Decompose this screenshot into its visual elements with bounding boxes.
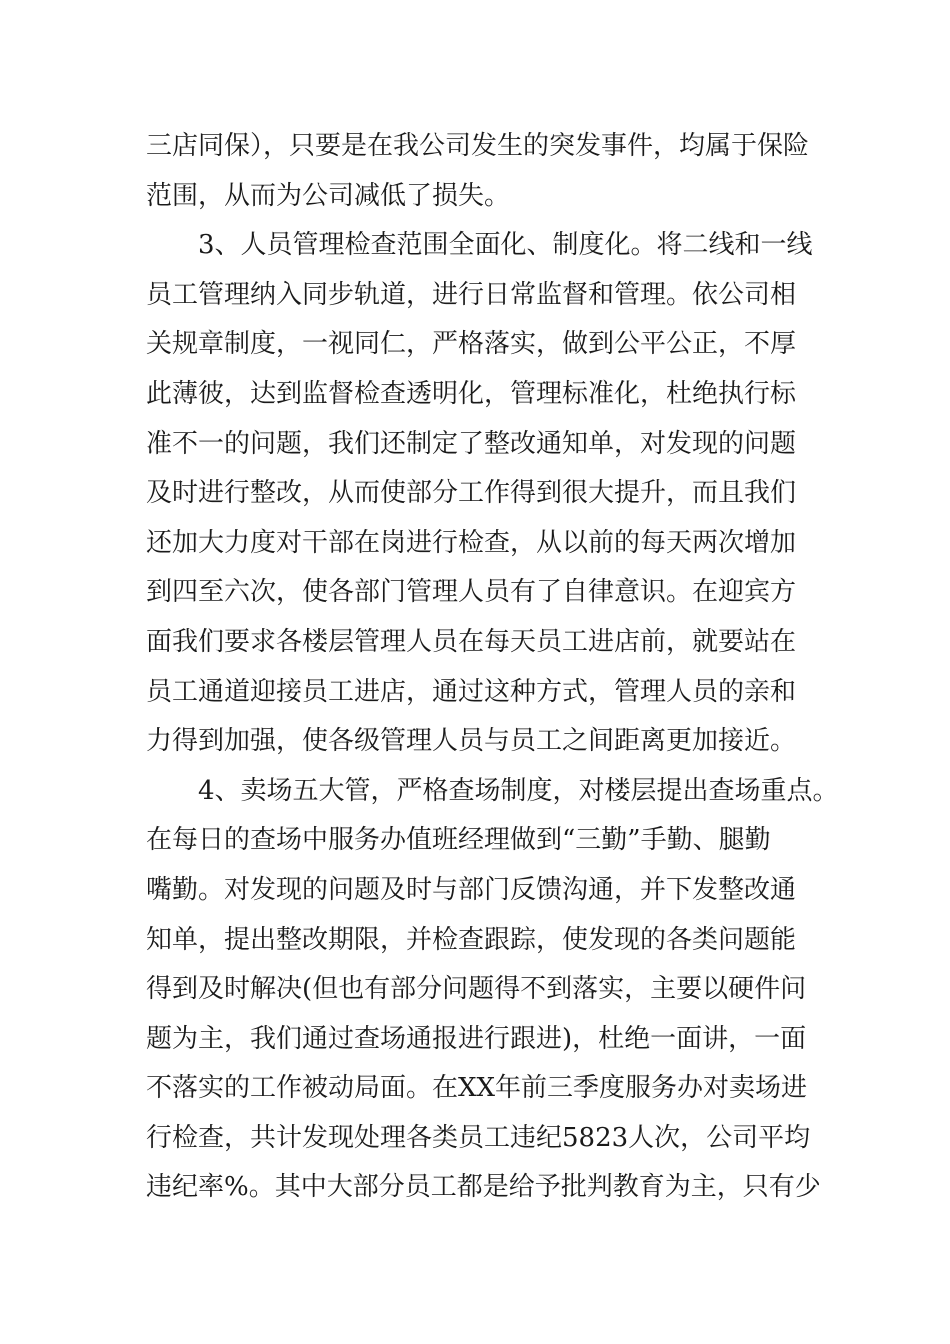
text-line: 三店同保），只要是在我公司发生的突发事件，均属于保险 bbox=[146, 131, 810, 161]
text-line: 不落实的工作被动局面。在XX年前三季度服务办对卖场进 bbox=[146, 1073, 808, 1104]
text-line: 准不一的问题，我们还制定了整改通知单，对发现的问题 bbox=[146, 428, 797, 459]
text-line: 得到及时解决(但也有部分问题得不到落实，主要以硬件问 bbox=[146, 974, 807, 1005]
text-line: 嘴勤。对发现的问题及时与部门反馈沟通，并下发整改通 bbox=[146, 874, 797, 905]
paragraph-4-start: 4、卖场五大管，严格查场制度，对楼层提出查场重点。 bbox=[198, 775, 839, 806]
text-line: 员工通道迎接员工进店，通过这种方式，管理人员的亲和 bbox=[146, 676, 797, 707]
text-line: 在每日的查场中服务办值班经理做到“三勤”手勤、腿勤 bbox=[146, 825, 771, 856]
body-text bbox=[146, 122, 839, 1213]
text-line: 行检查，共计发现处理各类员工违纪5823人次，公司平均 bbox=[146, 1122, 811, 1153]
text-line: 关规章制度，一视同仁，严格落实，做到公平公正，不厚 bbox=[146, 329, 797, 360]
text-line: 此薄彼，达到监督检查透明化，管理标准化，杜绝执行标 bbox=[146, 378, 797, 409]
paragraph-3-start: 3、人员管理检查范围全面化、制度化。将二线和一线 bbox=[198, 230, 813, 261]
text-line: 还加大力度对干部在岗进行检查，从以前的每天两次增加 bbox=[146, 527, 797, 558]
text-line: 题为主，我们通过查场通报进行跟进)，杜绝一面讲，一面 bbox=[146, 1023, 807, 1054]
text-line: 员工管理纳入同步轨道，进行日常监督和管理。依公司相 bbox=[146, 279, 797, 310]
text-line: 到四至六次，使各部门管理人员有了自律意识。在迎宾方 bbox=[146, 577, 797, 608]
text-line: 力得到加强，使各级管理人员与员工之间距离更加接近。 bbox=[146, 726, 797, 757]
text-line: 违纪率%。其中大部分员工都是给予批判教育为主，只有少 bbox=[146, 1172, 821, 1203]
text-line: 范围，从而为公司减低了损失。 bbox=[146, 180, 511, 211]
text-line: 及时进行整改，从而使部分工作得到很大提升，而且我们 bbox=[146, 478, 797, 509]
text-line: 面我们要求各楼层管理人员在每天员工进店前，就要站在 bbox=[146, 626, 797, 657]
text-line: 知单，提出整改期限，并检查跟踪，使发现的各类问题能 bbox=[146, 924, 797, 955]
